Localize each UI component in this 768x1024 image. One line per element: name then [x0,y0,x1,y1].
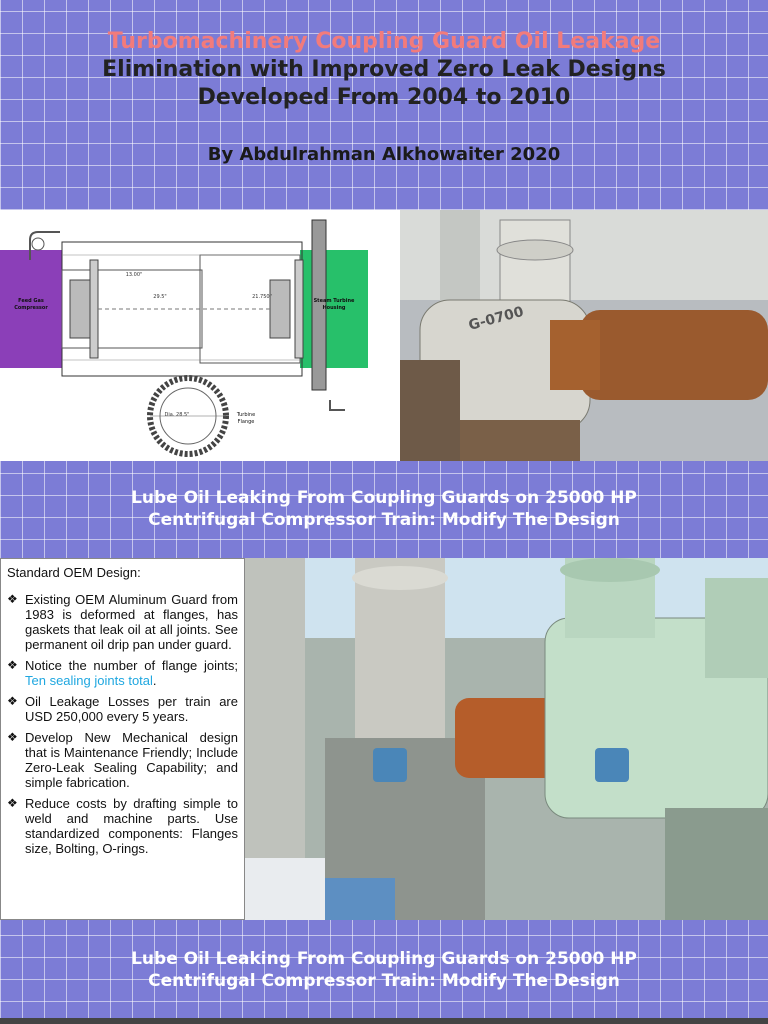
caption-2-line-2: Centrifugal Compressor Train: Modify The Design [148,971,620,991]
drawing-left-label-2: Compressor [14,305,48,311]
caption-1 [0,487,768,531]
diamond-bullet-icon: ❖ [7,796,18,810]
oem-design-notes [0,558,245,920]
drawing-dim-2: 29.5" [153,294,167,300]
notes-heading: Standard OEM Design: [7,565,141,580]
notes-bullet-3: ❖ Oil Leakage Losses per train are USD 250,000 every 5 years. [7,694,238,724]
caption-1-line-1: Lube Oil Leaking From Coupling Guards on 25000 HP [131,488,637,508]
title-line-2: Elimination with Improved Zero Leak Designs [102,57,666,82]
caption-1-line-2: Centrifugal Compressor Train: Modify The Design [148,510,620,530]
drawing-flange-label-2: Flange [237,419,255,425]
notes-bullet-5: ❖ Reduce costs by drafting simple to weld and machine parts. Use standardized components: Flanges size, Bolting, O-rings. [7,796,238,856]
diamond-bullet-icon: ❖ [7,658,18,672]
caption-2 [0,948,768,992]
drawing-left-label-1: Feed Gas [18,298,44,304]
drawing-dim-1: 13.00" [125,272,143,278]
caption-2-line-1: Lube Oil Leaking From Coupling Guards on 25000 HP [131,949,637,969]
next-page-strip [0,1018,768,1024]
notes-bullet-1: ❖ Existing OEM Aluminum Guard from 1983 is deformed at flanges, has gaskets that leak oil at all joints. See permanent oil drip pan under guard. [7,592,238,652]
coupling-guard-drawing [0,210,400,461]
title-line-1: Turbomachinery Coupling Guard Oil Leakage [107,29,661,54]
notes-highlight: Ten sealing joints total [25,673,153,688]
author-line: By Abdulrahman Alkhowaiter 2020 [207,144,561,165]
drawing-flange-label-1: Turbine [236,412,256,418]
drawing-dim-3: 21.750" [252,294,272,300]
photo1-stencil-text: G-0700 [466,303,526,334]
drawing-right-label-2: Housing [322,305,346,311]
drawing-right-label-1: Steam Turbine [313,298,355,304]
diamond-bullet-icon: ❖ [7,694,18,708]
notes-bullet-4: ❖ Develop New Mechanical design that is Maintenance Friendly; Include Zero-Leak Sealing Capability; and simple fabrication. [7,730,238,790]
notes-bullet-2: ❖ Notice the number of flange joints; Ten sealing joints total. [7,658,238,688]
diamond-bullet-icon: ❖ [7,730,18,744]
title-line-3: Developed From 2004 to 2010 [197,85,571,110]
page-title [0,28,768,112]
diamond-bullet-icon: ❖ [7,592,18,606]
drawing-svg [0,210,400,461]
photo2-svg [245,558,768,920]
photo1-svg [400,210,768,461]
compressor-train-photo [245,558,768,920]
coupling-guard-photo-1 [400,210,768,461]
drawing-dim-4: Dia. 28.5" [164,412,190,418]
notes-list [7,592,238,856]
